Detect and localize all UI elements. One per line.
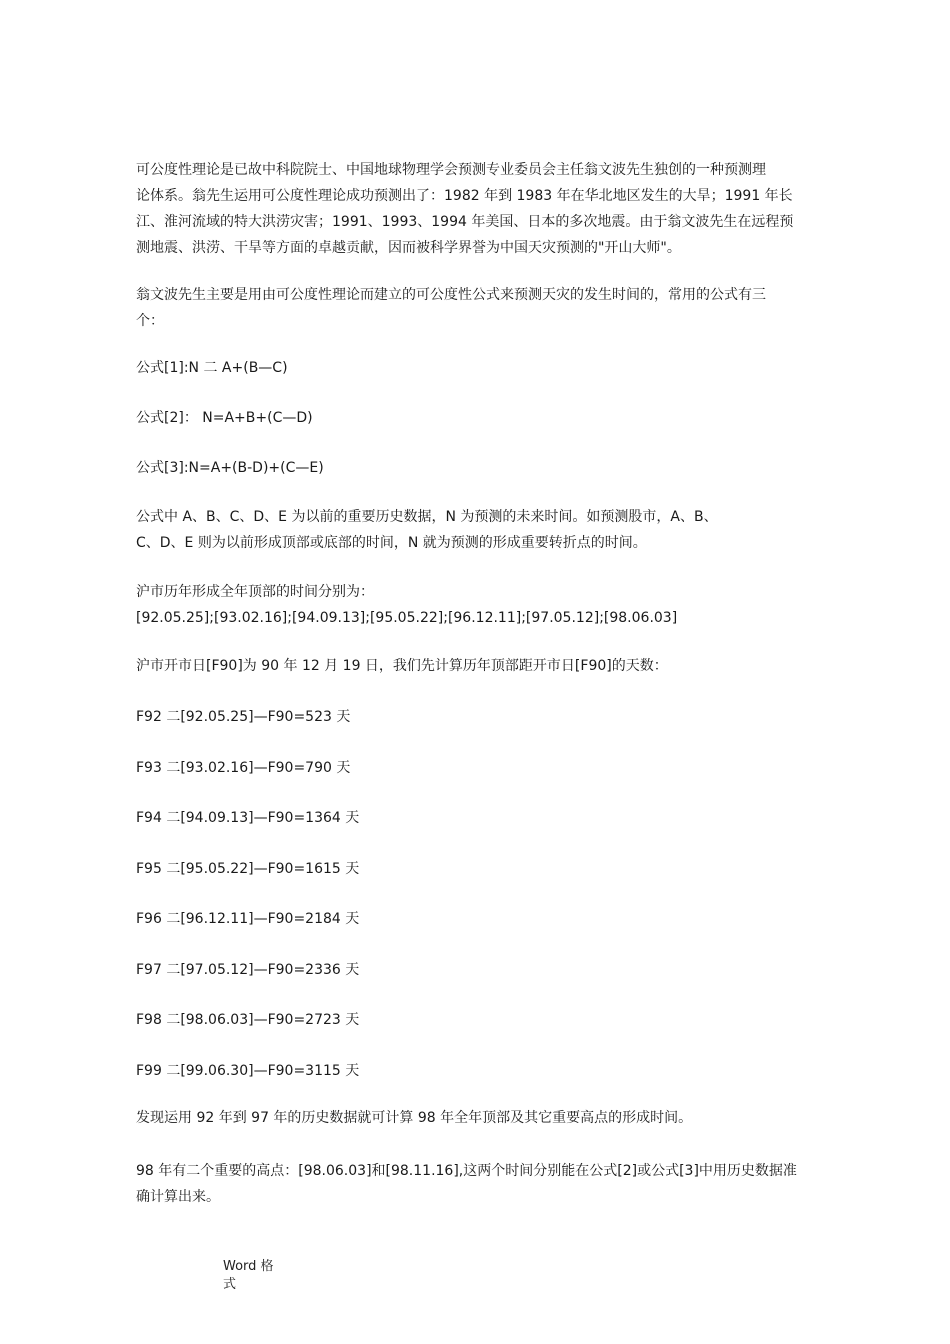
formula-explanation-paragraph [136, 504, 822, 556]
footer-line: Word 格 [223, 1259, 274, 1274]
intro-paragraph [136, 157, 822, 261]
text-line: 江、淮河流域的特大洪涝灾害；1991、1993、1994 年美国、日本的多次地震。由于翁文波先生在远程预 [136, 214, 794, 230]
text-line: 公式中 A、B、C、D、E 为以前的重要历史数据，N 为预测的未来时间。如预测股市，A、B、 [136, 509, 718, 525]
calc-line: F93 二[93.02.16]—F90=790 天 [136, 760, 351, 776]
calc-line: F97 二[97.05.12]—F90=2336 天 [136, 962, 360, 978]
open-day-paragraph: 沪市开市日[F90]为 90 年 12 月 19 日，我们先计算历年顶部距开市日[F90]的天数： [136, 658, 668, 674]
text-line: 98 年有二个重要的高点：[98.06.03]和[98.11.16],这两个时间分别能在公式[2]或公式[3]中用历史数据准 [136, 1163, 797, 1179]
text-line: 个： [136, 313, 164, 329]
formula-1: 公式[1]:N 二 A+(B—C) [136, 360, 288, 376]
tops-paragraph [136, 579, 822, 631]
text-line: 确计算出来。 [136, 1189, 220, 1205]
text-line: 翁文波先生主要是用由可公度性理论而建立的可公度性公式来预测天灾的发生时间的，常用的公式有三 [136, 287, 766, 303]
text-line: C、D、E 则为以前形成顶部或底部的时间，N 就为预测的形成重要转折点的时间。 [136, 535, 647, 551]
formula-2: 公式[2]： N=A+B+(C—D) [136, 410, 313, 426]
highlights-paragraph [136, 1158, 822, 1210]
text-line: 测地震、洪涝、干旱等方面的卓越贡献，因而被科学界誉为中国天灾预测的"开山大师"。 [136, 240, 681, 256]
text-line: 论体系。翁先生运用可公度性理论成功预测出了：1982 年到 1983 年在华北地区发生的大旱；1991 年长 [136, 188, 793, 204]
formula-intro-paragraph [136, 282, 822, 334]
calc-line: F96 二[96.12.11]—F90=2184 天 [136, 911, 360, 927]
text-line: [92.05.25];[93.02.16];[94.09.13];[95.05.22];[96.12.11];[97.05.12];[98.06.03] [136, 610, 678, 626]
calc-line: F95 二[95.05.22]—F90=1615 天 [136, 861, 360, 877]
text-line: 沪市历年形成全年顶部的时间分别为： [136, 584, 374, 600]
calc-line: F99 二[99.06.30]—F90=3115 天 [136, 1063, 360, 1079]
calc-line: F94 二[94.09.13]—F90=1364 天 [136, 810, 360, 826]
page-footer [223, 1258, 274, 1294]
calc-line: F98 二[98.06.03]—F90=2723 天 [136, 1012, 360, 1028]
text-line: 可公度性理论是已故中科院院士、中国地球物理学会预测专业委员会主任翁文波先生独创的一种预测理 [136, 162, 766, 178]
formula-3: 公式[3]:N=A+(B-D)+(C—E) [136, 460, 324, 476]
finding-paragraph: 发现运用 92 年到 97 年的历史数据就可计算 98 年全年顶部及其它重要高点的形成时间。 [136, 1110, 693, 1126]
calc-line: F92 二[92.05.25]—F90=523 天 [136, 709, 351, 725]
footer-line: 式 [223, 1277, 237, 1292]
